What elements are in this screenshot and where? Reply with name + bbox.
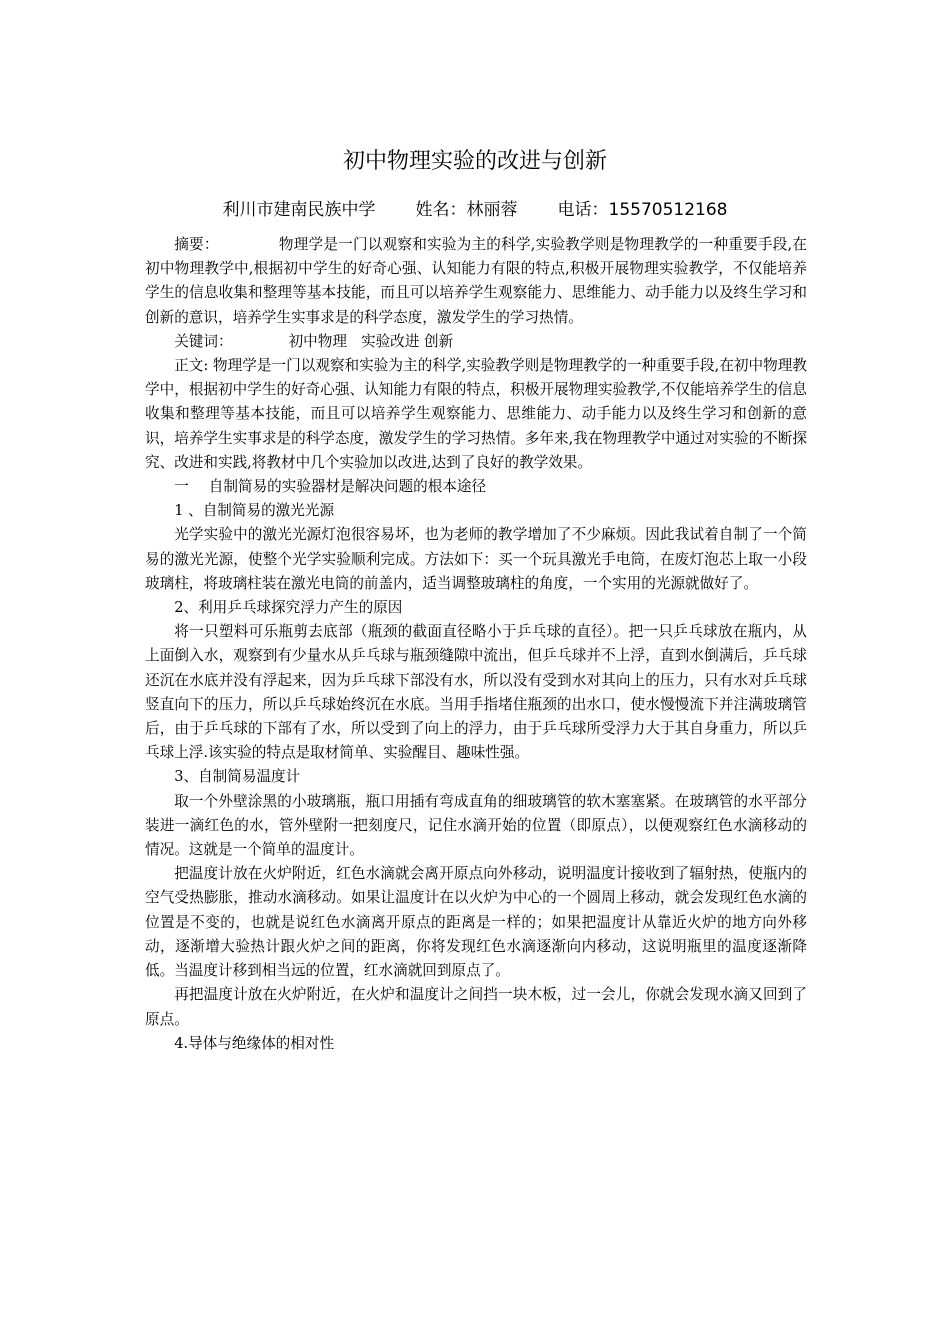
abstract-label: 摘要： (174, 236, 219, 253)
main-text-paragraph: 正文: 物理学是一门以观察和实验为主的科学,实验教学则是物理教学的一种重要手段,在初中物理教学中，根据初中学生的好奇心强、认知能力有限的特点，积极开展物理实验教学,不仅能培养学生的信息收集和整理等基本技能，而且可以培养学生观察能力、思维能力、动手能力以及终生学习和创新的意识，培养学生实事求是的科学态度，激发学生的学习热情。多年来,我在物理教学中通过对实验的不断探究、改进和实践,将教材中几个实验加以改进,达到了良好的教学效果。 (145, 357, 807, 471)
document-body (145, 233, 807, 1056)
subsection-3-text-1: 取一个外壁涂黑的小玻璃瓶，瓶口用插有弯成直角的细玻璃管的软木塞塞紧。在玻璃管的水平部分装进一滴红色的水，管外壁附一把刻度尺，记住水滴开始的位置（即原点），以便观察红色水滴移动的情况。这就是一个简单的温度计。 (145, 792, 807, 859)
keywords-label: 关键词： (174, 332, 233, 350)
subsection-2-title: 2、利用乒乓球探究浮力产生的原因 (174, 599, 403, 617)
section-1-heading (145, 475, 807, 499)
subsection-3-text-3: 再把温度计放在火炉附近，在火炉和温度计之间挡一块木板，过一会儿，你就会发现水滴又回到了原点。 (145, 986, 807, 1028)
subsection-4-title: 4.导体与绝缘体的相对性 (174, 1034, 335, 1052)
section-1-title: 自制简易的实验器材是解决问题的根本途径 (208, 478, 487, 496)
subsection-1-text: 光学实验中的激光光源灯泡很容易坏，也为老师的教学增加了不少麻烦。因此我试着自制了一个简易的激光光源，使整个光学实验顺利完成。方法如下：买一个玩具激光手电筒，在废灯泡芯上取一小段玻璃柱，将玻璃柱装在激光电筒的前盖内，适当调整玻璃柱的角度，一个实用的光源就做好了。 (145, 526, 807, 592)
keywords-paragraph (145, 330, 807, 354)
document-title: 初中物理实验的改进与创新 (342, 149, 607, 174)
section-1-number: 一 (174, 478, 189, 496)
subsection-3-title: 3、自制简易温度计 (174, 768, 301, 786)
subsection-2-text: 将一只塑料可乐瓶剪去底部（瓶颈的截面直径略小于乒乓球的直径）。把一只乒乓球放在瓶内，从上面倒入水，观察到有少量水从乒乓球与瓶颈缝隙中流出，但乒乓球并不上浮，直到水倒满后，乒乓球还沉在水底并没有浮起来，因为乒乓球下部没有水，所以没有受到水对其向上的压力，只有水对乒乓球竖直向下的压力，所以乒乓球始终沉在水底。当用手指堵住瓶颈的出水口，使水慢慢流下并注满玻璃管后，由于乒乓球的下部有了水，所以受到了向上的浮力，由于乒乓球所受浮力大于其自身重力，所以乒乓球上浮.该实验的特点是取材简单、实验醒目、趣味性强。 (145, 623, 807, 762)
school-name: 利川市建南民族中学 (222, 200, 376, 220)
abstract-text: 物理学是一门以观察和实验为主的科学,实验教学则是物理教学的一种重要手段,在初中物理教学中,根据初中学生的好奇心强、认知能力有限的特点,积极开展物理实验教学，不仅能培养学生的信息收集和整理等基本技能，而且可以培养学生观察能力、思维能力、动手能力以及终生学习和创新的意识，培养学生实事求是的科学态度，激发学生的学习热情。 (145, 236, 807, 326)
subsection-1-title: 1 、自制简易的激光光源 (174, 502, 335, 520)
abstract-paragraph (145, 233, 807, 330)
keyword-2: 实验改进 创新 (360, 332, 454, 350)
author-byline (0, 196, 950, 224)
keyword-1: 初中物理 (288, 332, 347, 350)
author-phone: 电话：15570512168 (557, 200, 728, 220)
author-name: 姓名：林丽蓉 (415, 200, 518, 220)
subsection-3-text-2: 把温度计放在火炉附近，红色水滴就会离开原点向外移动，说明温度计接收到了辐射热，使瓶内的空气受热膨胀，推动水滴移动。如果让温度计在以火炉为中心的一个圆周上移动，就会发现红色水滴的位置是不变的，也就是说红色水滴离开原点的距离是一样的；如果把温度计从靠近火炉的地方向外移动，逐渐增大验热计跟火炉之间的距离，你将发现红色水滴逐渐向内移动，这说明瓶里的温度逐渐降低。当温度计移到相当远的位置，红水滴就回到原点了。 (145, 865, 807, 980)
